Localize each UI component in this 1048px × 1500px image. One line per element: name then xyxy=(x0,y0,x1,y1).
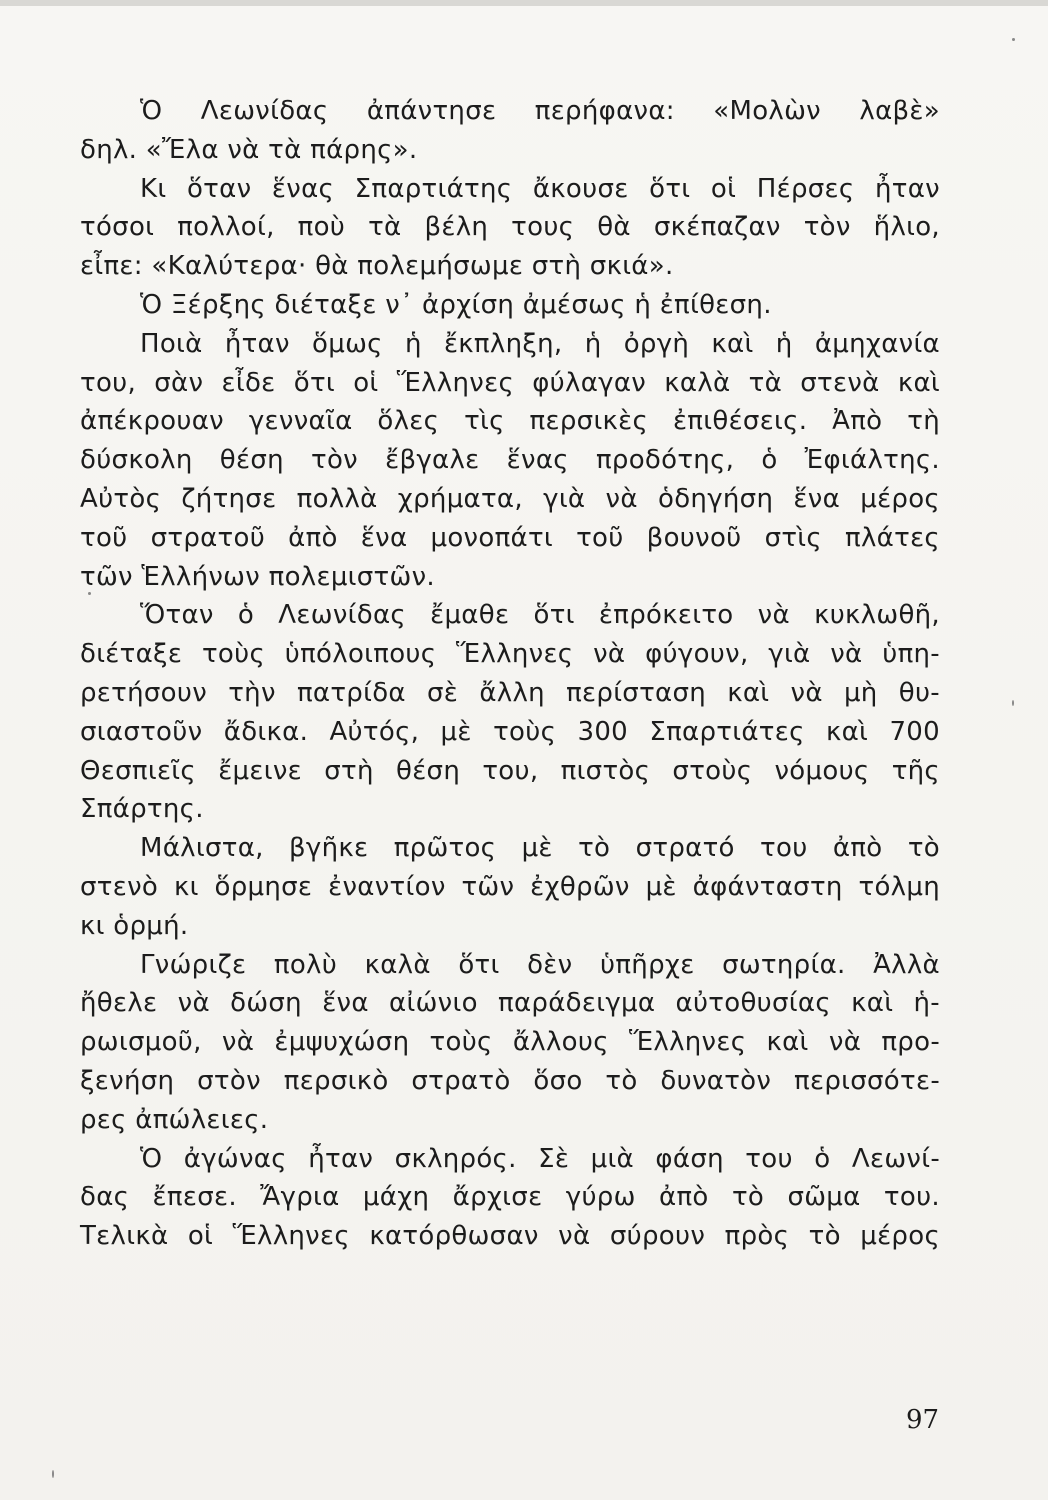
text-line: Ποιὰ ἦταν ὅμως ἡ ἔκπληξη, ἡ ὀργὴ καὶ ἡ ἀμηχανία xyxy=(140,328,940,359)
text-line: ρες ἀπώλειες. xyxy=(80,1104,269,1135)
text-line: Μάλιστα, βγῆκε πρῶτος μὲ τὸ στρατό του ἀπὸ τὸ xyxy=(140,833,940,864)
text-line: δηλ. «Ἔλα νὰ τὰ πάρης». xyxy=(80,134,418,165)
text-line: Ὁ Ξέρξης διέταξε ν᾿ ἀρχίση ἀμέσως ἡ ἐπίθεση. xyxy=(140,289,772,320)
text-line: σιαστοῦν ἄδικα. Αὐτός, μὲ τοὺς 300 Σπαρτιάτες καὶ 700 xyxy=(80,716,940,747)
text-line: Θεσπιεῖς ἔμεινε στὴ θέση του, πιστὸς στοὺς νόμους τῆς xyxy=(80,755,940,786)
text-line: τόσοι πολλοί, ποὺ τὰ βέλη τους θὰ σκέπαζαν τὸν ἥλιο, xyxy=(80,212,940,243)
text-line: Ὅταν ὁ Λεωνίδας ἔμαθε ὅτι ἐπρόκειτο νὰ κυκλωθῆ, xyxy=(140,600,940,631)
paper-speck xyxy=(1012,38,1015,41)
page-number: 97 xyxy=(906,1405,940,1435)
text-line: ἀπέκρουαν γενναῖα ὅλες τὶς περσικὲς ἐπιθέσεις. Ἀπὸ τὴ xyxy=(80,406,940,437)
body-text xyxy=(80,92,940,1256)
text-line: τοῦ στρατοῦ ἀπὸ ἕνα μονοπάτι τοῦ βουνοῦ στὶς πλάτες xyxy=(80,522,940,553)
text-line: Κι ὅταν ἕνας Σπαρτιάτης ἄκουσε ὅτι οἱ Πέρσες ἦταν xyxy=(140,173,940,204)
text-line: Τελικὰ οἱ Ἕλληνες κατόρθωσαν νὰ σύρουν πρὸς τὸ μέρος xyxy=(80,1221,940,1252)
paper-speck xyxy=(1012,700,1014,706)
text-line: τῶν Ἑλλήνων πολεμιστῶν. xyxy=(80,561,435,592)
text-line: εἶπε: «Καλύτερα· θὰ πολεμήσωμε στὴ σκιά». xyxy=(80,251,674,282)
text-line: ρετήσουν τὴν πατρίδα σὲ ἄλλη περίσταση καὶ νὰ μὴ θυ- xyxy=(80,677,940,708)
text-line: Γνώριζε πολὺ καλὰ ὅτι δὲν ὑπῆρχε σωτηρία. Ἀλλὰ xyxy=(140,949,940,980)
text-line: ρωισμοῦ, νὰ ἐμψυχώση τοὺς ἄλλους Ἕλληνες καὶ νὰ προ- xyxy=(80,1027,940,1058)
text-line: δύσκολη θέση τὸν ἔβγαλε ἕνας προδότης, ὁ Ἐφιάλτης. xyxy=(80,445,940,476)
text-line: ἤθελε νὰ δώση ἕνα αἰώνιο παράδειγμα αὐτοθυσίας καὶ ἡ- xyxy=(80,988,940,1019)
text-line: του, σὰν εἶδε ὅτι οἱ Ἕλληνες φύλαγαν καλὰ τὰ στενὰ καὶ xyxy=(80,367,940,398)
text-line: στενὸ κι ὅρμησε ἐναντίον τῶν ἐχθρῶν μὲ ἀφάνταστη τόλμη xyxy=(80,871,940,902)
paper-speck xyxy=(88,592,91,595)
text-line: διέταξε τοὺς ὑπόλοιπους Ἕλληνες νὰ φύγουν, γιὰ νὰ ὑπη- xyxy=(80,639,940,670)
page-top-edge xyxy=(0,0,1048,6)
text-line: κι ὁρμή. xyxy=(80,910,189,941)
text-line: Ὁ Λεωνίδας ἀπάντησε περήφανα: «Μολὼν λαβὲ» xyxy=(140,96,940,126)
text-line: δας ἔπεσε. Ἄγρια μάχη ἄρχισε γύρω ἀπὸ τὸ σῶμα του. xyxy=(80,1182,940,1213)
paper-speck xyxy=(52,1470,54,1478)
text-line: Αὐτὸς ζήτησε πολλὰ χρήματα, γιὰ νὰ ὁδηγήση ἕνα μέρος xyxy=(80,483,940,514)
text-line: Ὁ ἀγώνας ἦταν σκληρός. Σὲ μιὰ φάση του ὁ Λεωνί- xyxy=(140,1143,940,1174)
text-line: Σπάρτης. xyxy=(80,794,204,825)
text-line: ξενήση στὸν περσικὸ στρατὸ ὅσο τὸ δυνατὸν περισσότε- xyxy=(80,1065,940,1096)
